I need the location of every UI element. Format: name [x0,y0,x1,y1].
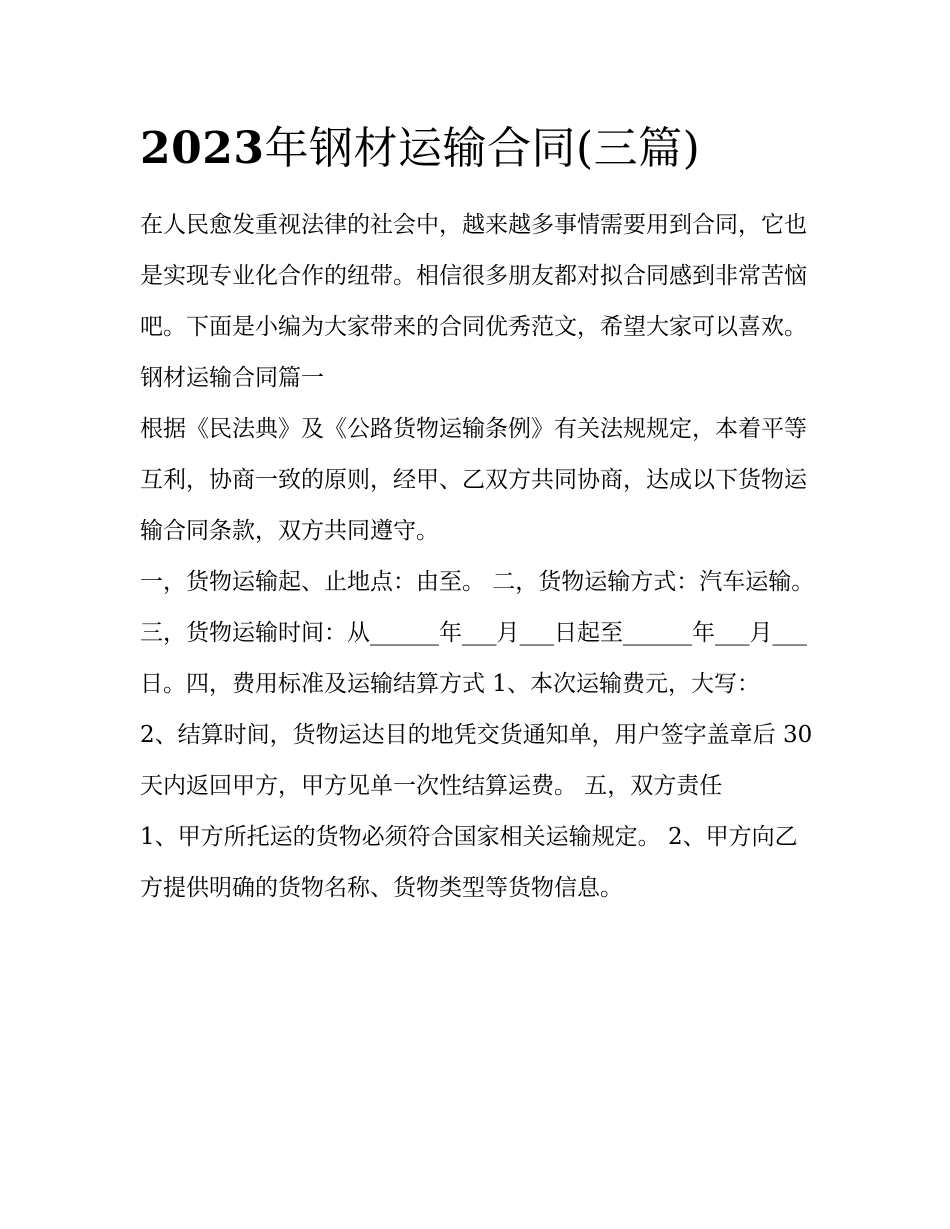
clause-paragraph: 一，货物运输起、止地点：由至。 二，货物运输方式：汽车运输。 [140,569,815,595]
clause-paragraph: 2、结算时间，货物运达目的地凭交货通知单，用户签字盖章后 30 天内返回甲方，甲方见单一次性结算运费。 五，双方责任 [140,722,820,799]
clause-paragraph: 三，货物运输时间：从______年___月___日起至______年___月___日。四，费用标准及运输结算方式 1、本次运输费元，大写： [140,620,807,697]
section-heading: 钢材运输合同篇一 [140,365,324,391]
document-title [140,118,820,180]
clause-paragraph: 1、甲方所托运的货物必须符合国家相关运输规定。 2、甲方向乙方提供明确的货物名称、货物类型等货物信息。 [140,824,798,901]
intro-paragraph: 在人民愈发重视法律的社会中，越来越多事情需要用到合同，它也是实现专业化合作的纽带。相信很多朋友都对拟合同感到非常苦恼吧。下面是小编为大家带来的合同优秀范文，希望大家可以喜欢。 [140,212,807,340]
document-page [140,118,820,914]
title-year: 2023 [140,123,265,174]
title-text: 年钢材运输合同(三篇) [264,123,701,174]
preamble-paragraph: 根据《民法典》及《公路货物运输条例》有关法规规定，本着平等互利，协商一致的原则，经甲、乙双方共同协商，达成以下货物运输合同条款，双方共同遵守。 [140,416,807,544]
